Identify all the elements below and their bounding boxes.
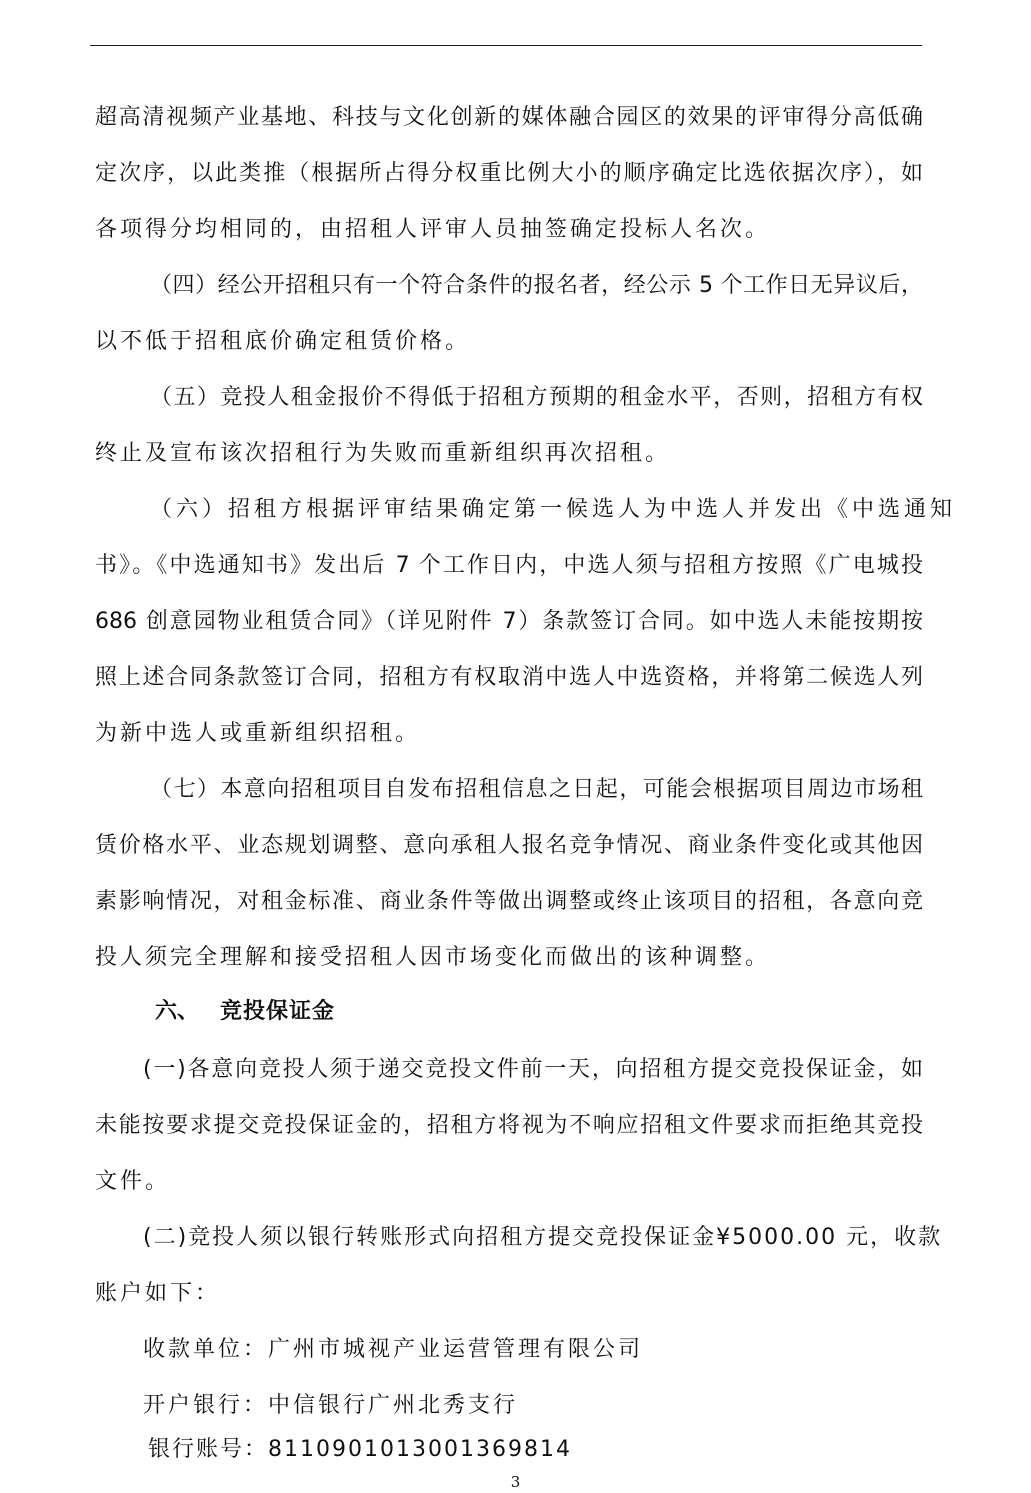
paragraph-line: 686 创意园物业租赁合同》（详见附件 7）条款签订合同。如中选人未能按期按 [95, 609, 923, 634]
paragraph-line: 各项得分均相同的，由招租人评审人员抽签确定投标人名次。 [95, 217, 771, 242]
paragraph-line: 定次序，以此类推（根据所占得分权重比例大小的顺序确定比选依据次序），如 [95, 161, 923, 186]
paragraph-line: 文件。 [95, 1169, 171, 1194]
account-number: 银行账号：8110901013001369814 [148, 1437, 572, 1462]
paragraph-line: 未能按要求提交竞投保证金的，招租方将视为不响应招租文件要求而拒绝其竞投 [95, 1113, 923, 1138]
paragraph-line: 终止及宣布该次招租行为失败而重新组织再次招租。 [95, 441, 671, 466]
page-number: 3 [510, 1473, 521, 1491]
paragraph-line: 照上述合同条款签订合同，招租方有权取消中选人中选资格，并将第二候选人列 [95, 665, 923, 690]
paragraph-line: (一)各意向竞投人须于递交竞投文件前一天，向招租方提交竞投保证金，如 [143, 1057, 923, 1082]
paragraph-line: 账户如下： [95, 1281, 221, 1306]
paragraph-line: 赁价格水平、业态规划调整、意向承租人报名竞争情况、商业条件变化或其他因 [95, 833, 923, 858]
paragraph-line: （七）本意向招租项目自发布招租信息之日起，可能会根据项目周边市场租 [150, 777, 923, 802]
paragraph-line: 素影响情况，对租金标准、商业条件等做出调整或终止该项目的招租，各意向竞 [95, 889, 923, 914]
paragraph-line: 以不低于招租底价确定租赁价格。 [95, 329, 471, 354]
account-payee: 收款单位：广州市城视产业运营管理有限公司 [143, 1337, 644, 1362]
paragraph-line: 书》。《中选通知书》发出后 7 个工作日内，中选人须与招租方按照《广电城投 [95, 553, 923, 578]
paragraph-line: 超高清视频产业基地、科技与文化创新的媒体融合园区的效果的评审得分高低确 [95, 105, 923, 130]
section-number: 六、 [155, 999, 200, 1024]
paragraph-line: （四）经公开招租只有一个符合条件的报名者，经公示 5 个工作日无异议后， [150, 273, 923, 298]
paragraph-line: 为新中选人或重新组织招租。 [95, 721, 421, 746]
account-bank: 开户银行：中信银行广州北秀支行 [143, 1393, 519, 1418]
header-rule [90, 45, 922, 46]
paragraph-line: (二)竞投人须以银行转账形式向招租方提交竞投保证金¥5000.00 元，收款 [143, 1225, 943, 1250]
paragraph-line: （五）竞投人租金报价不得低于招租方预期的租金水平，否则，招租方有权 [150, 385, 923, 410]
paragraph-line: （六）招租方根据评审结果确定第一候选人为中选人并发出《中选通知 [150, 497, 957, 522]
section-title: 竞投保证金 [220, 999, 336, 1024]
paragraph-line: 投人须完全理解和接受招租人因市场变化而做出的该种调整。 [95, 945, 771, 970]
